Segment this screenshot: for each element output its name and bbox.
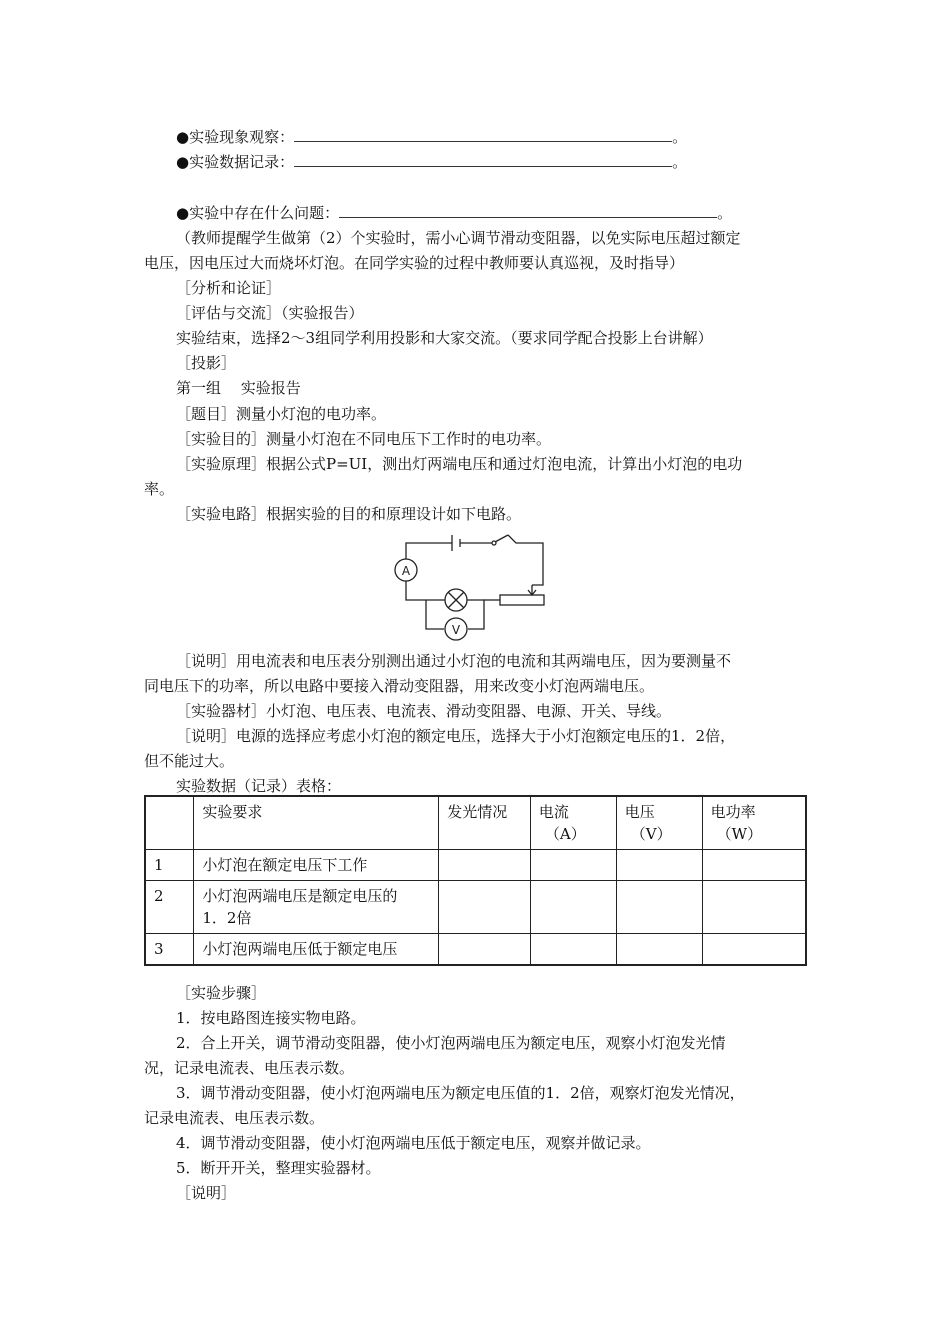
cell-power[interactable] (702, 850, 806, 881)
cell-current[interactable] (530, 881, 616, 934)
observation-end: 。 (672, 128, 688, 146)
circuit-intro: ［实验电路］根据实验的目的和原理设计如下电路。 (176, 505, 522, 523)
row-no: 2 (145, 881, 194, 934)
observation-blank[interactable] (294, 127, 672, 142)
data-record-label: ●实验数据记录： (176, 153, 295, 171)
problems-line (176, 203, 732, 223)
wire-top-right (508, 535, 543, 585)
wire-lamp-branch-right (467, 600, 484, 629)
circuit-diagram (388, 533, 550, 643)
cell-voltage[interactable] (616, 850, 702, 881)
step-3-line1: 3．调节滑动变阻器，使小灯泡两端电压为额定电压值的1．2倍，观察灯泡发光情况， (176, 1084, 745, 1102)
table-row (145, 934, 806, 966)
data-table (144, 795, 807, 966)
row-requirement (194, 881, 439, 934)
projection-heading: ［投影］ (176, 354, 237, 372)
header-power (702, 796, 806, 850)
header-current-unit: （A） (544, 825, 586, 843)
step-1: 1．按电路图连接实物电路。 (176, 1009, 366, 1027)
teacher-note-line2: 电压，因电压过大而烧坏灯泡。在同学实验的过程中教师要认真巡视，及时指导） (144, 254, 685, 272)
data-record-end: 。 (672, 153, 688, 171)
explain2-line2: 但不能过大。 (144, 752, 235, 770)
problems-end: 。 (717, 204, 733, 222)
cell-voltage[interactable] (616, 934, 702, 966)
voltmeter-label: V (451, 623, 461, 637)
exchange-text: 实验结束，选择2～3组同学利用投影和大家交流。（要求同学配合投影上台讲解） (176, 329, 713, 347)
header-current-label: 电流 (538, 803, 569, 821)
cell-power[interactable] (702, 881, 806, 934)
cell-luminance[interactable] (439, 881, 531, 934)
steps-heading: ［实验步骤］ (176, 984, 267, 1002)
step-3-line2: 记录电流表、电压表示数。 (144, 1109, 325, 1127)
cell-luminance[interactable] (439, 850, 531, 881)
data-record-blank[interactable] (294, 152, 672, 167)
step-4: 4．调节滑动变阻器，使小灯泡两端电压低于额定电压，观察并做记录。 (176, 1134, 651, 1152)
table-row (145, 850, 806, 881)
problems-blank[interactable] (339, 203, 717, 218)
group-title: 第一组 实验报告 (176, 379, 301, 397)
rheostat-symbol (500, 595, 544, 605)
final-heading: ［说明］ (176, 1184, 237, 1202)
header-power-label: 电功率 (710, 803, 756, 821)
evaluation-heading: ［评估与交流］（实验报告） (176, 304, 364, 322)
step-5: 5．断开开关，整理实验器材。 (176, 1159, 381, 1177)
table-header-row (145, 796, 806, 850)
step-2-line2: 况，记录电流表、电压表示数。 (144, 1059, 355, 1077)
analysis-heading: ［分析和论证］ (176, 279, 282, 297)
explain1-line1: ［说明］用电流表和电压表分别测出通过小灯泡的电流和其两端电压，因为要测量不 (176, 652, 732, 670)
cell-voltage[interactable] (616, 881, 702, 934)
header-voltage-unit: （V） (630, 825, 672, 843)
header-voltage (616, 796, 702, 850)
row-requirement-line1: 小灯泡两端电压是额定电压的 (202, 887, 398, 905)
cell-current[interactable] (530, 934, 616, 966)
observation-label: ●实验现象观察： (176, 128, 295, 146)
observation-line (176, 127, 687, 147)
explain1-line2: 同电压下的功率，所以电路中要接入滑动变阻器，用来改变小灯泡两端电压。 (144, 677, 655, 695)
header-current (530, 796, 616, 850)
wire-left-lower (406, 581, 426, 600)
principle-line2: 率。 (144, 480, 175, 498)
header-power-unit: （W） (716, 825, 763, 843)
wire-top-left (406, 543, 452, 559)
table-caption: 实验数据（记录）表格： (176, 777, 342, 795)
table-row (145, 881, 806, 934)
problems-label: ●实验中存在什么问题： (176, 204, 340, 222)
explain2-line1: ［说明］电源的选择应考虑小灯泡的额定电压，选择大于小灯泡额定电压的1．2倍， (176, 727, 736, 745)
purpose-line: ［实验目的］测量小灯泡在不同电压下工作时的电功率。 (176, 430, 552, 448)
row-no: 3 (145, 934, 194, 966)
topic-line: ［题目］测量小灯泡的电功率。 (176, 405, 387, 423)
header-voltage-label: 电压 (624, 803, 655, 821)
equipment-line: ［实验器材］小灯泡、电压表、电流表、滑动变阻器、电源、开关、导线。 (176, 702, 672, 720)
row-requirement: 小灯泡两端电压低于额定电压 (194, 934, 439, 966)
cell-power[interactable] (702, 934, 806, 966)
principle-line1: ［实验原理］根据公式P=UI，测出灯两端电压和通过灯泡电流，计算出小灯泡的电功 (176, 455, 743, 473)
cell-luminance[interactable] (439, 934, 531, 966)
row-requirement: 小灯泡在额定电压下工作 (194, 850, 439, 881)
teacher-note-line1: （教师提醒学生做第（2）个实验时，需小心调节滑动变阻器，以免实际电压超过额定 (176, 229, 741, 247)
header-requirement: 实验要求 (194, 796, 439, 850)
row-no: 1 (145, 850, 194, 881)
header-no (145, 796, 194, 850)
row-requirement-line2: 1．2倍 (202, 909, 252, 927)
ammeter-label: A (401, 564, 411, 578)
header-luminance: 发光情况 (439, 796, 531, 850)
step-2-line1: 2．合上开关，调节滑动变阻器，使小灯泡两端电压为额定电压，观察小灯泡发光情 (176, 1034, 726, 1052)
switch-blade (495, 535, 508, 542)
data-record-line (176, 152, 687, 172)
wire-lamp-branch-left (426, 600, 444, 629)
cell-current[interactable] (530, 850, 616, 881)
